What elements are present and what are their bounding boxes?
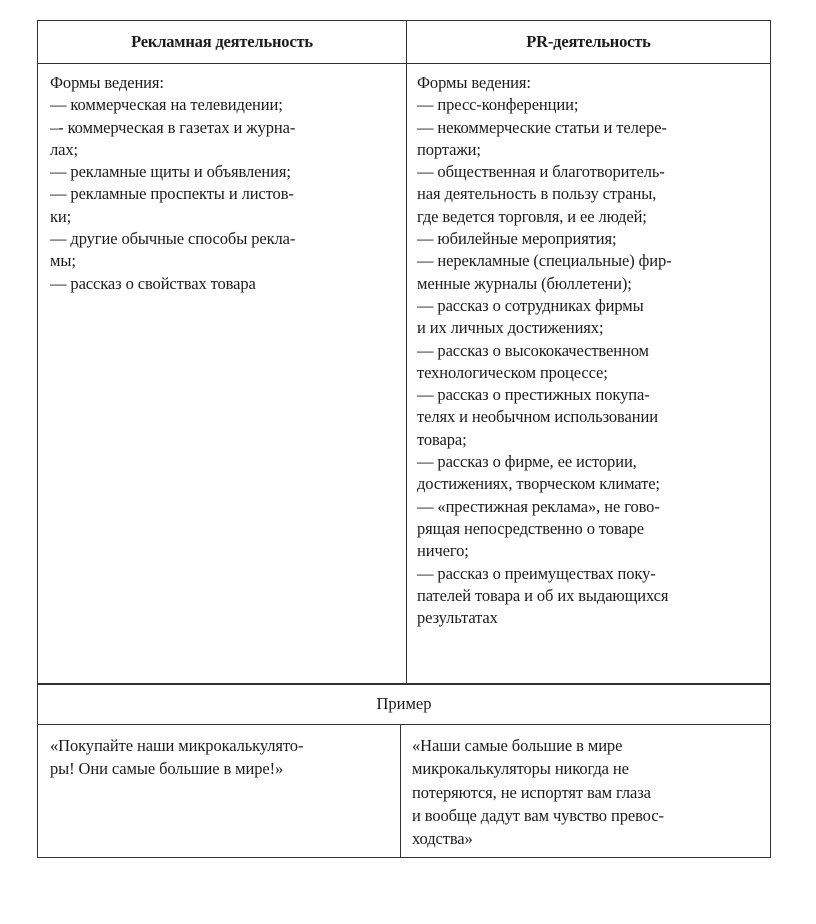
list-item: — «престижная реклама», не гово-	[417, 496, 660, 516]
list-item: менные журналы (бюллетени);	[417, 273, 632, 293]
list-item: результатах	[417, 608, 498, 628]
advertising-forms-list	[50, 72, 295, 295]
example-header-label: Пример	[376, 694, 432, 713]
header-pr	[407, 21, 770, 63]
list-item: товара;	[417, 429, 467, 449]
example-divider	[38, 724, 770, 725]
example-line: потеряются, не испортят вам глаза	[412, 782, 651, 802]
list-item: — рекламные проспекты и листов-	[50, 184, 294, 204]
list-item: мы;	[50, 251, 76, 271]
column-divider-top	[406, 21, 407, 684]
list-item: портажи;	[417, 139, 481, 159]
list-item: и их личных достижениях;	[417, 318, 604, 338]
list-item: пателей товара и об их выдающихся	[417, 585, 669, 605]
list-item: Формы ведения:	[50, 73, 164, 92]
list-item: технологическом процессе;	[417, 362, 608, 382]
list-item: — юбилейные мероприятия;	[417, 229, 617, 249]
list-item: — рассказ о свойствах товара	[50, 273, 256, 293]
example-pr	[412, 734, 664, 850]
comparison-table	[37, 20, 771, 858]
list-item: — коммерческая на телевидении;	[50, 95, 283, 115]
example-line: и вообще дадут вам чувство превос-	[412, 805, 664, 825]
example-line: ры! Они самые большие в мире!»	[50, 759, 284, 779]
column-divider-bottom	[400, 724, 401, 857]
list-item: — другие обычные способы рекла-	[50, 229, 296, 249]
list-item: –- коммерческая в газетах и журна-	[50, 117, 296, 137]
list-item: телях и необычном использовании	[417, 407, 658, 427]
list-item: — пресс-конференции;	[417, 95, 579, 115]
list-item: — рекламные щиты и объявления;	[50, 162, 291, 182]
list-item: — рассказ о фирме, ее истории,	[417, 452, 637, 472]
list-item: — нерекламные (специальные) фир-	[417, 251, 672, 271]
list-item: — рассказ о преимуществах поку-	[417, 563, 656, 583]
pr-forms-list	[417, 72, 672, 629]
list-item: — общественная и благотворитель-	[417, 162, 665, 182]
example-line: «Покупайте наши микрокалькулято-	[50, 736, 304, 755]
list-item: ная деятельность в пользу страны,	[417, 184, 657, 204]
header-advertising	[38, 21, 406, 63]
list-item: — рассказ о высококачественном	[417, 340, 649, 360]
list-item: где ведется торговля, и ее людей;	[417, 206, 647, 226]
example-line: «Наши самые большие в мире	[412, 736, 623, 755]
list-item: ки;	[50, 206, 72, 226]
example-line: микрокалькуляторы никогда не	[412, 759, 629, 779]
list-item: — рассказ о сотрудниках фирмы	[417, 295, 644, 315]
list-item: рящая непосредственно о товаре	[417, 518, 644, 538]
example-line: ходства»	[412, 829, 473, 849]
example-advertising	[50, 734, 303, 781]
list-item: — некоммерческие статьи и телере-	[417, 117, 667, 137]
example-header	[38, 684, 770, 724]
list-item: достижениях, творческом климате;	[417, 474, 660, 494]
header-divider	[38, 63, 770, 64]
list-item: Формы ведения:	[417, 73, 531, 92]
list-item: — рассказ о престижных покупа-	[417, 385, 650, 405]
header-pr-label: PR-деятельность	[526, 32, 651, 51]
list-item: лах;	[50, 139, 78, 159]
list-item: ничего;	[417, 541, 469, 561]
header-advertising-label: Рекламная деятельность	[131, 32, 313, 51]
